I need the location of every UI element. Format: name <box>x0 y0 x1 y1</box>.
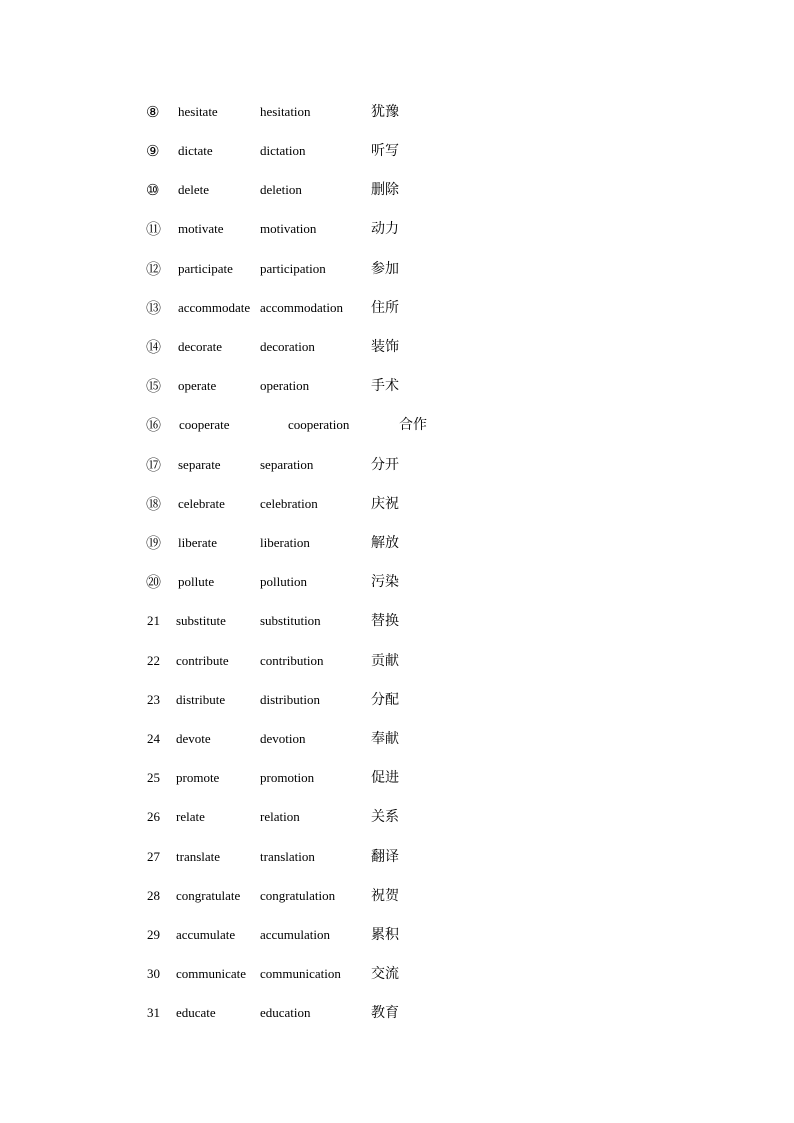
noun-word: translation <box>260 849 315 864</box>
item-number: ⑱ <box>146 495 162 513</box>
verb-word: participate <box>178 261 233 276</box>
verb-word: accumulate <box>176 927 236 942</box>
noun-word: congratulation <box>260 888 336 903</box>
item-number: ⑳ <box>146 573 162 591</box>
verb-word: operate <box>178 378 217 393</box>
verb-word: translate <box>176 849 221 864</box>
item-number: 21 <box>147 613 160 628</box>
verb-word: dictate <box>178 143 213 158</box>
chinese-meaning: 犹豫 <box>371 104 399 120</box>
noun-word: motivation <box>260 221 317 236</box>
noun-word: separation <box>260 457 314 472</box>
item-number: 23 <box>147 692 160 707</box>
noun-word: communication <box>260 966 341 981</box>
verb-word: motivate <box>178 221 224 236</box>
verb-word: contribute <box>176 653 229 668</box>
noun-word: contribution <box>260 653 324 668</box>
chinese-meaning: 交流 <box>371 966 399 982</box>
list-item <box>0 179 794 201</box>
chinese-meaning: 促进 <box>371 770 399 786</box>
list-item <box>0 689 794 711</box>
chinese-meaning: 教育 <box>371 1005 399 1021</box>
item-number: ⑪ <box>146 220 162 238</box>
verb-word: communicate <box>176 966 247 981</box>
list-item <box>0 846 794 868</box>
list-item <box>0 806 794 828</box>
chinese-meaning: 污染 <box>371 574 399 590</box>
verb-word: hesitate <box>178 104 218 119</box>
noun-word: dictation <box>260 143 306 158</box>
list-item <box>0 924 794 946</box>
verb-word: decorate <box>178 339 223 354</box>
item-number: 29 <box>147 927 160 942</box>
noun-word: deletion <box>260 182 302 197</box>
noun-word: hesitation <box>260 104 311 119</box>
noun-word: pollution <box>260 574 307 589</box>
item-number: ⑬ <box>146 299 162 317</box>
chinese-meaning: 贡献 <box>371 653 399 669</box>
verb-word: educate <box>176 1005 216 1020</box>
list-item <box>0 101 794 123</box>
list-item <box>0 650 794 672</box>
item-number: 28 <box>147 888 160 903</box>
item-number: ⑩ <box>146 181 160 199</box>
item-number: ⑯ <box>146 416 162 434</box>
chinese-meaning: 奉献 <box>371 731 399 747</box>
chinese-meaning: 解放 <box>371 535 399 551</box>
chinese-meaning: 动力 <box>371 221 399 237</box>
noun-word: participation <box>260 261 326 276</box>
item-number: ⑲ <box>146 534 162 552</box>
list-item <box>0 336 794 358</box>
item-number: 26 <box>147 809 160 824</box>
noun-word: accommodation <box>260 300 344 315</box>
noun-word: operation <box>260 378 310 393</box>
list-item <box>0 571 794 593</box>
item-number: 24 <box>147 731 160 746</box>
item-number: 31 <box>147 1005 160 1020</box>
verb-word: cooperate <box>179 417 230 432</box>
item-number: ⑰ <box>146 456 162 474</box>
noun-word: liberation <box>260 535 310 550</box>
list-item <box>0 218 794 240</box>
list-item <box>0 885 794 907</box>
verb-word: promote <box>176 770 220 785</box>
chinese-meaning: 住所 <box>371 300 399 316</box>
verb-word: congratulate <box>176 888 241 903</box>
verb-word: liberate <box>178 535 217 550</box>
item-number: ⑨ <box>146 142 160 160</box>
list-item <box>0 375 794 397</box>
chinese-meaning: 删除 <box>371 182 399 198</box>
list-item <box>0 258 794 280</box>
verb-word: celebrate <box>178 496 225 511</box>
list-item <box>0 767 794 789</box>
chinese-meaning: 分开 <box>371 457 399 473</box>
chinese-meaning: 合作 <box>399 417 427 433</box>
item-number: ⑮ <box>146 377 162 395</box>
noun-word: cooperation <box>288 417 350 432</box>
list-item <box>0 728 794 750</box>
item-number: 25 <box>147 770 160 785</box>
list-item <box>0 532 794 554</box>
verb-word: devote <box>176 731 211 746</box>
noun-word: education <box>260 1005 311 1020</box>
verb-word: separate <box>178 457 221 472</box>
verb-word: accommodate <box>178 300 251 315</box>
noun-word: distribution <box>260 692 320 707</box>
item-number: ⑧ <box>146 103 160 121</box>
list-item <box>0 963 794 985</box>
list-item <box>0 414 794 436</box>
chinese-meaning: 分配 <box>371 692 399 708</box>
verb-word: delete <box>178 182 210 197</box>
chinese-meaning: 累积 <box>371 927 399 943</box>
noun-word: substitution <box>260 613 321 628</box>
chinese-meaning: 翻译 <box>371 849 399 865</box>
verb-word: substitute <box>176 613 226 628</box>
verb-word: relate <box>176 809 205 824</box>
item-number: 22 <box>147 653 160 668</box>
list-item <box>0 454 794 476</box>
list-item <box>0 493 794 515</box>
chinese-meaning: 庆祝 <box>371 496 399 512</box>
chinese-meaning: 听写 <box>371 143 399 159</box>
verb-word: pollute <box>178 574 215 589</box>
list-item <box>0 140 794 162</box>
item-number: 27 <box>147 849 160 864</box>
item-number: 30 <box>147 966 160 981</box>
noun-word: devotion <box>260 731 306 746</box>
list-item <box>0 297 794 319</box>
item-number: ⑫ <box>146 260 162 278</box>
chinese-meaning: 祝贺 <box>371 888 399 904</box>
verb-word: distribute <box>176 692 226 707</box>
chinese-meaning: 关系 <box>371 809 399 825</box>
list-item <box>0 610 794 632</box>
item-number: ⑭ <box>146 338 162 356</box>
list-item <box>0 1002 794 1024</box>
noun-word: decoration <box>260 339 315 354</box>
noun-word: promotion <box>260 770 315 785</box>
noun-word: relation <box>260 809 300 824</box>
chinese-meaning: 手术 <box>371 378 399 394</box>
chinese-meaning: 装饰 <box>371 339 399 355</box>
noun-word: celebration <box>260 496 318 511</box>
noun-word: accumulation <box>260 927 331 942</box>
chinese-meaning: 替换 <box>371 613 399 629</box>
chinese-meaning: 参加 <box>371 261 399 277</box>
